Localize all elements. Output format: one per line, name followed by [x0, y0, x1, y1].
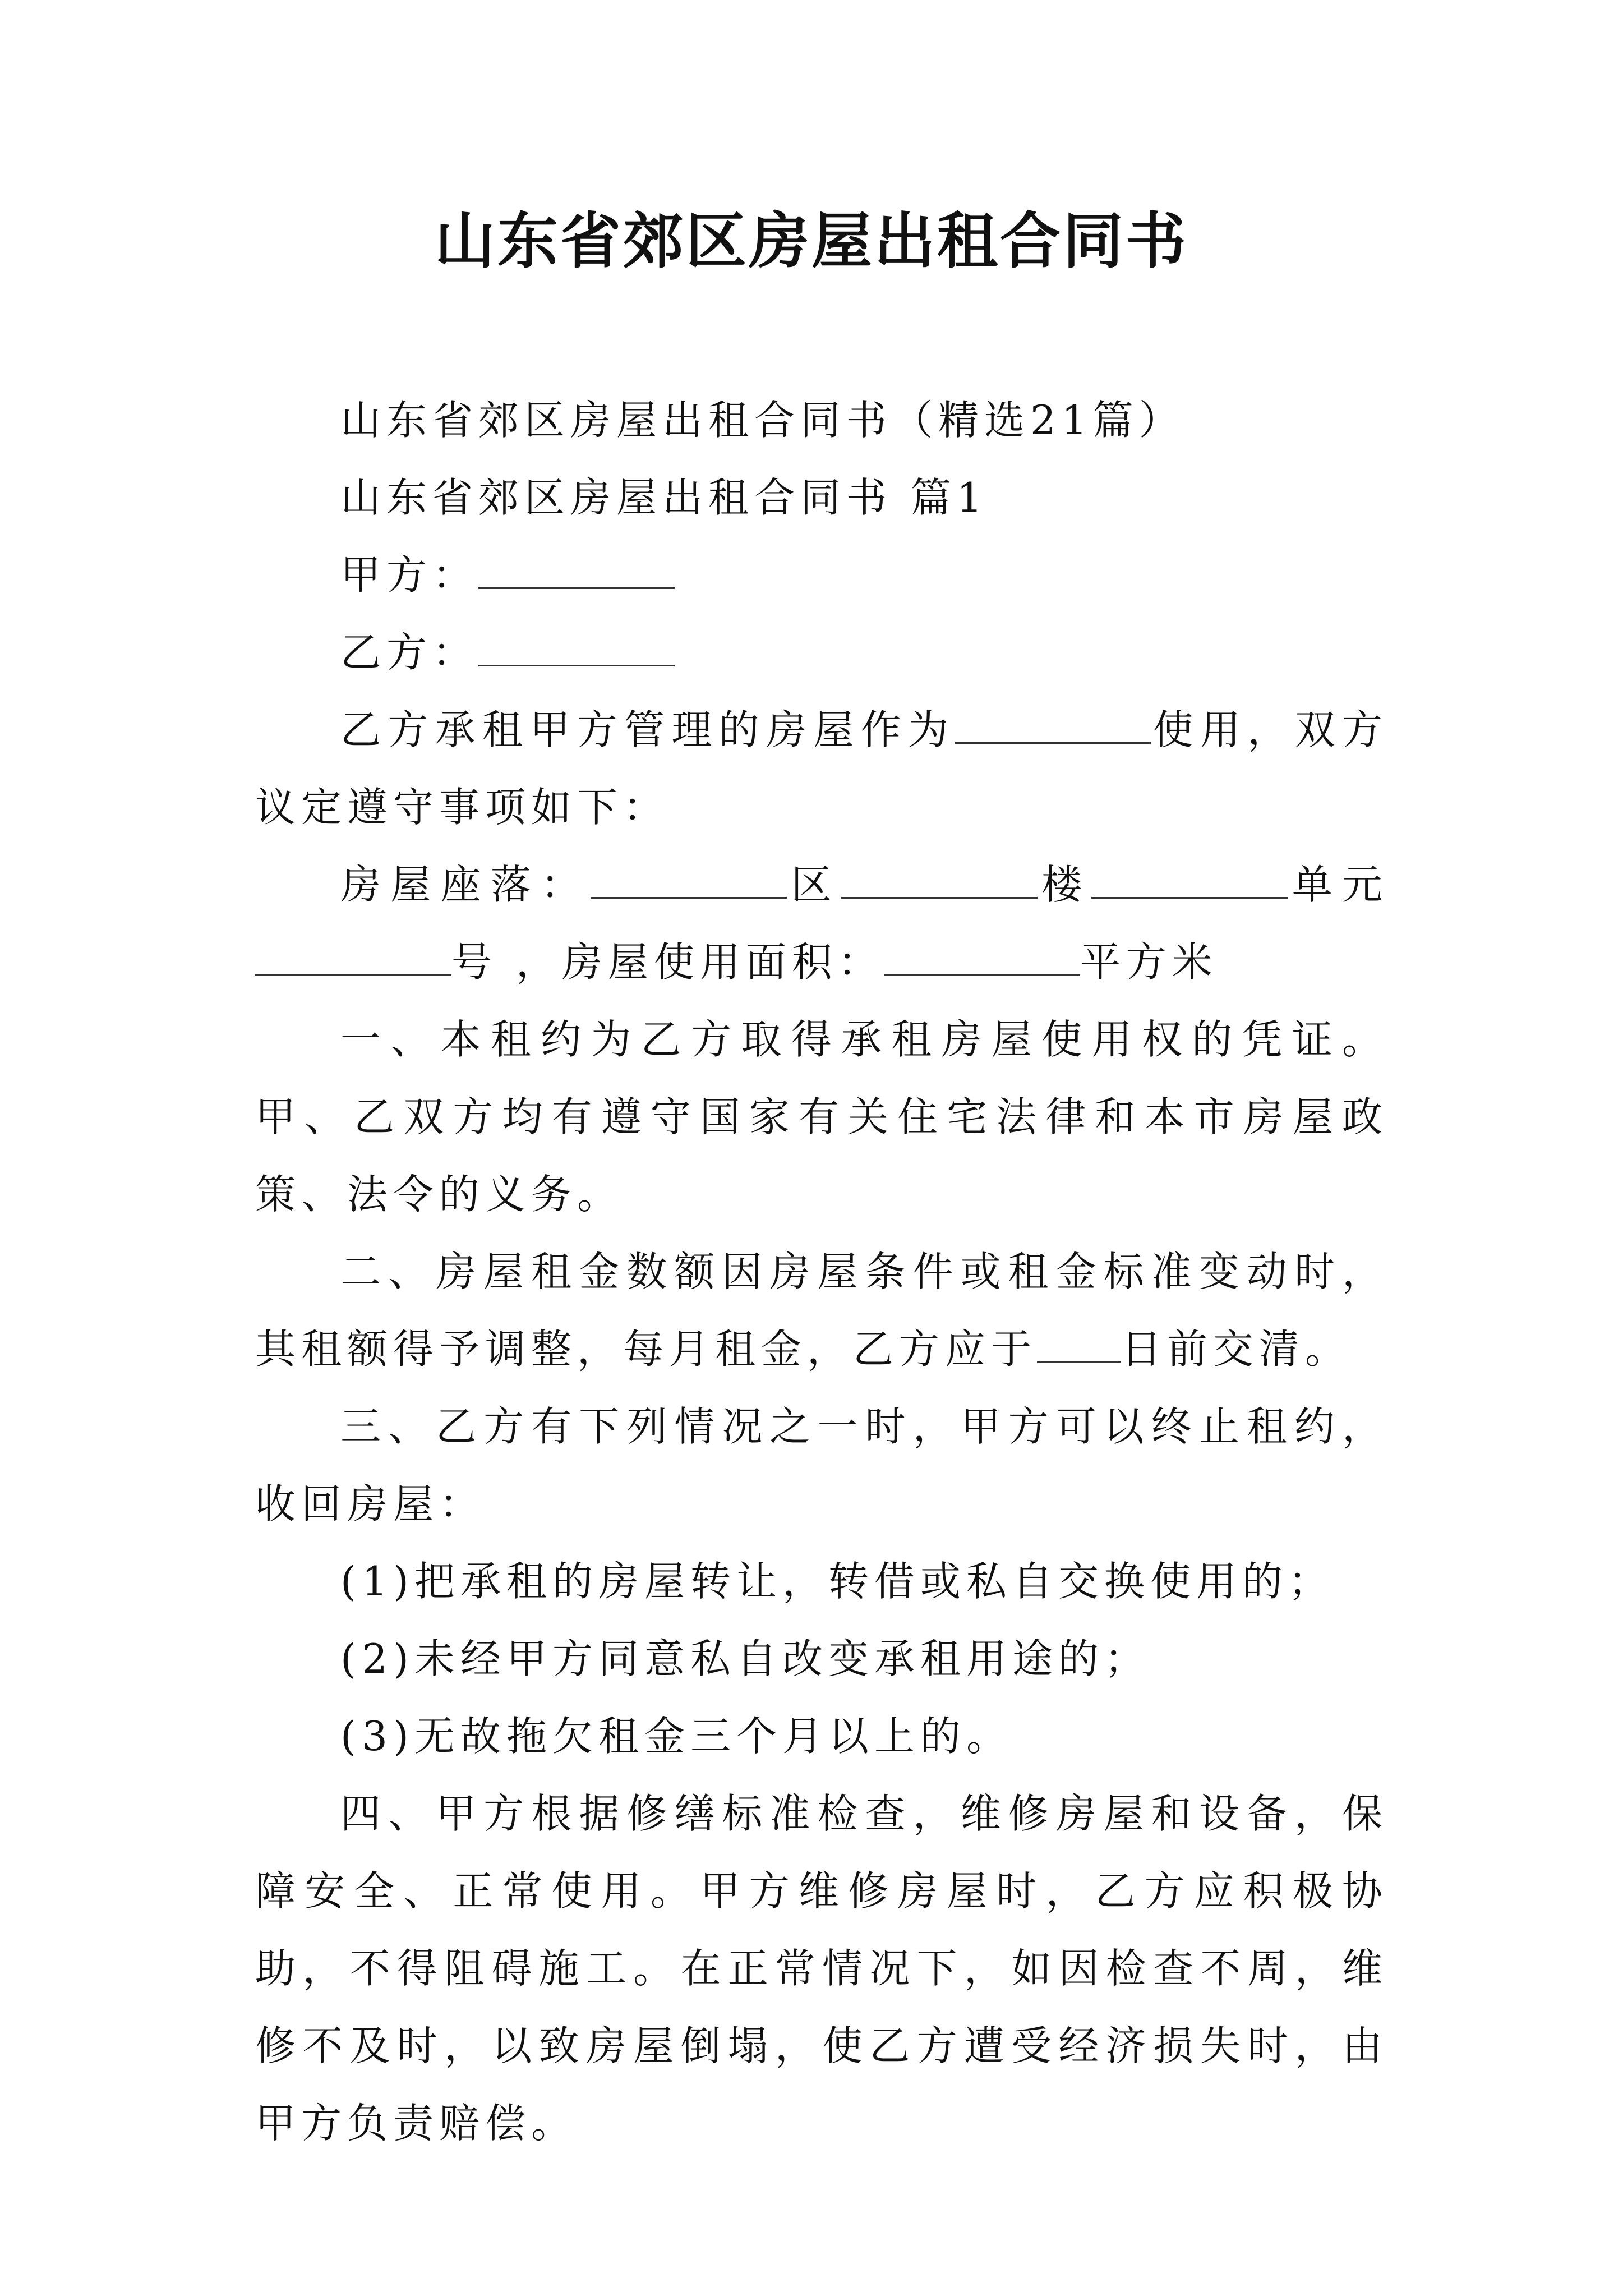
usage-paragraph	[255, 691, 1388, 846]
party-b-line	[255, 614, 1388, 691]
area-blank	[884, 942, 1080, 976]
clause-2-start: 二、房屋租金数额因房屋条件或租金标准变动时，其租额得予调整，每月租金，乙方应于	[255, 1248, 1388, 1373]
location-label: 房屋座落：	[340, 861, 591, 908]
location-number: 号 ，房屋使用面积：	[451, 938, 884, 986]
clause-4: 四、甲方根据修缮标准检查，维修房屋和设备，保障安全、正常使用。甲方维修房屋时，乙方应积极协助，不得阻碍施工。在正常情况下，如因检查不周，维修不及时，以致房屋倒塌，使乙方遭受经济损失时，由甲方负责赔偿。	[255, 1790, 1388, 2147]
building-blank	[841, 864, 1038, 899]
unit-blank	[1091, 864, 1288, 899]
document-title: 山东省郊区房屋出租合同书	[434, 206, 1188, 277]
usage-end: 使用，双方议定遵守事项如下：	[255, 706, 1388, 831]
usage-intro: 乙方承租甲方管理的房屋作为	[340, 706, 956, 753]
location-district: 区	[787, 861, 841, 908]
rent-day-blank	[1037, 1329, 1121, 1363]
location-unit: 单元	[1288, 861, 1388, 908]
clause-3-item-2: (2)未经甲方同意私自改变承租用途的；	[340, 1635, 1150, 1682]
clause-1: 一、本租约为乙方取得承租房屋使用权的凭证。甲、乙双方均有遵守国家有关住宅法律和本市房屋政策、法令的义务。	[255, 1016, 1388, 1218]
clause-2-end: 日前交清。	[1121, 1326, 1352, 1373]
document-body	[255, 381, 1388, 2162]
party-a-label: 甲方：	[340, 551, 479, 599]
location-paragraph	[255, 846, 1388, 1001]
usage-blank	[955, 710, 1151, 744]
clause-3: 三、乙方有下列情况之一时，甲方可以终止租约，收回房屋：	[255, 1403, 1388, 1527]
party-b-label: 乙方：	[340, 629, 479, 676]
clause-3-item-3: (3)无故拖欠租金三个月以上的。	[340, 1713, 1012, 1760]
district-blank	[591, 864, 787, 899]
section-heading: 山东省郊区房屋出租合同书 篇1	[340, 474, 988, 521]
party-a-blank	[478, 555, 675, 589]
number-blank	[255, 942, 451, 976]
party-a-line	[255, 536, 1388, 614]
location-area-unit: 平方米	[1080, 938, 1218, 986]
clause-2	[255, 1233, 1388, 1388]
subtitle: 山东省郊区房屋出租合同书（精选21篇）	[340, 397, 1185, 444]
location-building: 楼	[1037, 861, 1092, 908]
clause-3-item-1: (1)把承租的房屋转让，转借或私自交换使用的；	[340, 1558, 1334, 1605]
party-b-blank	[478, 632, 675, 666]
